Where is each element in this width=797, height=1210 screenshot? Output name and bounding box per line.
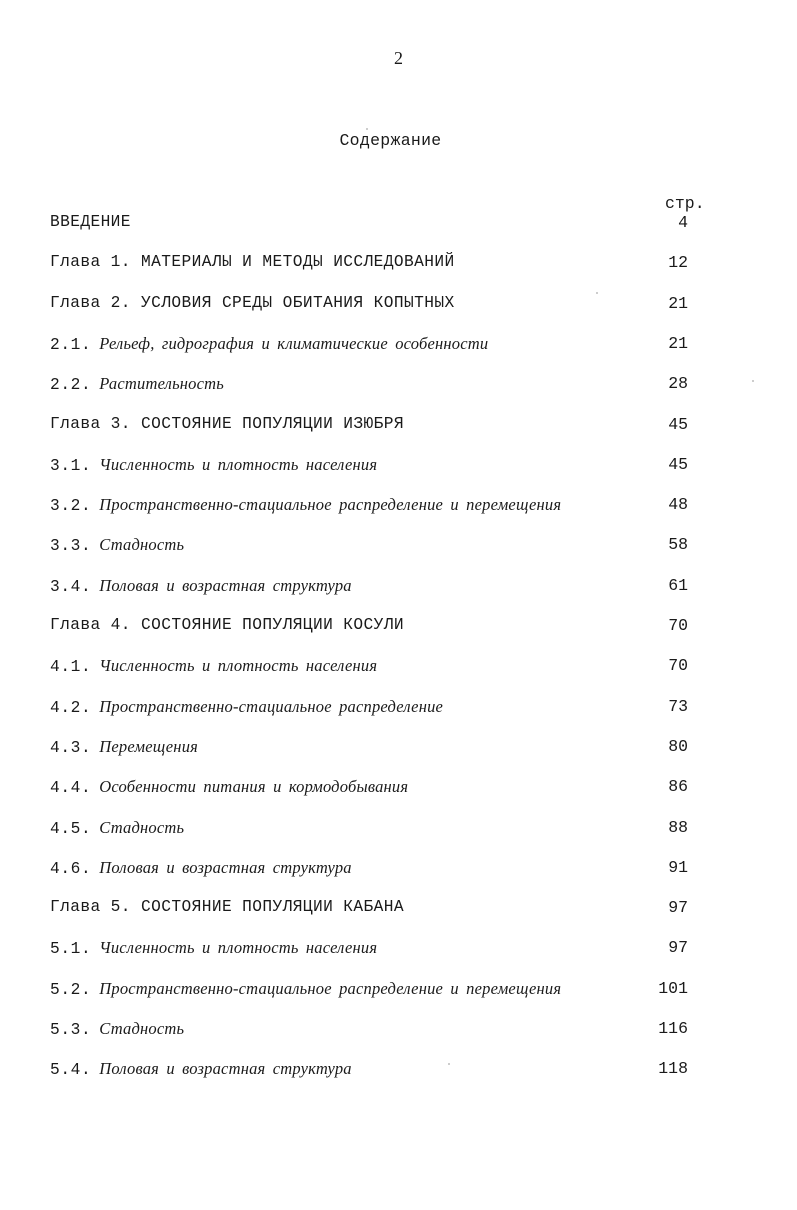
toc-section-number: 3.2.: [50, 497, 92, 516]
toc-entry-label: [50, 818, 184, 838]
toc-chapter-row: [50, 253, 700, 277]
toc-entry-label: Глава 1. МАТЕРИАЛЫ И МЕТОДЫ ИССЛЕДОВАНИЙ: [50, 253, 455, 272]
toc-section-title: Численность и плотность населения: [99, 454, 378, 474]
toc-page-number: 70: [668, 656, 688, 676]
toc-page-number: 116: [658, 1019, 688, 1038]
toc-page-number: 45: [668, 414, 688, 434]
toc-section-number: 3.1.: [50, 456, 92, 475]
toc-section-row: [50, 697, 700, 721]
toc-section-row: [50, 535, 700, 559]
toc-section-number: 4.6.: [50, 859, 92, 878]
toc-page-number: 12: [668, 253, 688, 273]
toc-chapter-row: [50, 415, 700, 439]
page-column-header: стр.: [665, 194, 705, 213]
page-number: 2: [394, 48, 403, 68]
toc-page-number: 97: [668, 938, 688, 958]
toc-section-number: 3.3.: [50, 537, 92, 556]
scan-speck: [448, 1063, 450, 1065]
toc-entry-label: [50, 334, 488, 354]
toc-chapter-row: [50, 616, 700, 640]
toc-entry-label: [50, 495, 561, 515]
toc-section-title: Пространственно-стациальное распределение: [99, 696, 444, 716]
toc-section-title: Перемещения: [99, 736, 199, 756]
toc-section-row: [50, 1019, 700, 1043]
toc-section-number: 2.2.: [50, 376, 92, 395]
toc-entry-label: [50, 1059, 352, 1079]
scan-speck: [366, 128, 368, 130]
toc-section-row: [50, 455, 700, 479]
toc-page-number: 4: [678, 213, 688, 232]
toc-section-title: Растительность: [99, 374, 224, 394]
toc-section-title: Стадность: [99, 1019, 185, 1038]
toc-chapter-row: [50, 294, 700, 318]
toc-section-row: [50, 334, 700, 358]
toc-entry-label: [50, 535, 184, 555]
toc-page-number: 86: [668, 777, 688, 797]
toc-section-row: [50, 938, 700, 962]
toc-page-number: 28: [668, 374, 688, 394]
toc-section-row: [50, 1059, 700, 1083]
toc-page-number: 73: [668, 696, 688, 716]
toc-section-number: 5.1.: [50, 940, 92, 959]
toc-section-number: 5.2.: [50, 980, 92, 999]
toc-section-row: [50, 777, 700, 801]
toc-page-number: 58: [668, 535, 688, 555]
toc-page-number: 118: [658, 1059, 688, 1079]
toc-entry-label: Глава 5. СОСТОЯНИЕ ПОПУЛЯЦИИ КАБАНА: [50, 898, 404, 917]
toc-page-number: 80: [668, 736, 688, 756]
toc-entry-label: [50, 938, 377, 958]
toc-chapter-row: [50, 898, 700, 922]
toc-section-row: [50, 818, 700, 842]
scan-speck: [596, 292, 598, 294]
toc-section-number: 4.1.: [50, 658, 92, 677]
toc-section-row: [50, 737, 700, 761]
toc-section-row: [50, 979, 700, 1003]
toc-section-number: 4.3.: [50, 738, 92, 757]
toc-section-title: Стадность: [99, 535, 185, 555]
toc-section-row: [50, 858, 700, 882]
toc-section-title: Половая и возрастная структура: [99, 1059, 352, 1079]
toc-entry-label: [50, 1019, 184, 1039]
toc-section-number: 5.4.: [50, 1061, 92, 1080]
toc-section-row: [50, 576, 700, 600]
toc-entry-label: [50, 737, 198, 757]
toc-section-title: Пространственно-стациальное распределение и перемещения: [99, 978, 562, 998]
toc-section-title: Стадность: [99, 817, 185, 837]
toc-page-number: 88: [668, 817, 688, 837]
toc-section-number: 4.4.: [50, 779, 92, 798]
toc-page-number: 48: [668, 495, 688, 515]
toc-page-number: 91: [668, 857, 688, 877]
toc-section-row: [50, 374, 700, 398]
toc-section-row: [50, 495, 700, 519]
toc-entry-label: ВВЕДЕНИЕ: [50, 213, 131, 231]
toc-entry-label: Глава 3. СОСТОЯНИЕ ПОПУЛЯЦИИ ИЗЮБРЯ: [50, 414, 404, 433]
toc-entry-label: Глава 2. УСЛОВИЯ СРЕДЫ ОБИТАНИЯ КОПЫТНЫХ: [50, 293, 455, 312]
toc-entry-label: [50, 697, 443, 717]
toc-section-number: 4.5.: [50, 819, 92, 838]
toc-page-number: 97: [668, 898, 688, 918]
toc-entry-label: [50, 576, 352, 596]
toc-page-number: 45: [668, 454, 688, 474]
page-title: Содержание: [339, 131, 442, 150]
toc-section-row: [50, 656, 700, 680]
toc-section-number: 5.3.: [50, 1021, 92, 1039]
toc-page-number: 21: [668, 333, 688, 353]
toc-section-title: Численность и плотность населения: [99, 938, 378, 958]
toc-section-title: Рельеф, гидрография и климатические особенности: [99, 333, 489, 353]
toc-entry-label: Глава 4. СОСТОЯНИЕ ПОПУЛЯЦИИ КОСУЛИ: [50, 616, 404, 634]
toc-entry-label: [50, 858, 352, 878]
scan-speck: [752, 380, 754, 382]
toc-section-title: Численность и плотность населения: [99, 656, 378, 676]
toc-entry-label: [50, 656, 377, 676]
toc-section-number: 2.1.: [50, 335, 92, 354]
toc-entry-label: [50, 777, 408, 797]
toc-entry-label: [50, 455, 377, 475]
toc-section-title: Половая и возрастная структура: [99, 857, 352, 877]
toc-page-number: 70: [668, 616, 688, 635]
toc-chapter-row: [50, 213, 700, 237]
toc-entry-label: [50, 374, 224, 394]
toc-section-number: 3.4.: [50, 577, 92, 596]
toc-section-title: Особенности питания и кормодобывания: [99, 777, 409, 797]
toc-section-title: Половая и возрастная структура: [99, 575, 352, 595]
toc-section-title: Пространственно-стациальное распределение и перемещения: [99, 495, 562, 515]
toc-entry-label: [50, 979, 561, 999]
toc-page-number: 61: [668, 575, 688, 595]
toc-page-number: 21: [668, 293, 688, 313]
toc-page-number: 101: [658, 978, 688, 998]
toc-section-number: 4.2.: [50, 698, 92, 717]
